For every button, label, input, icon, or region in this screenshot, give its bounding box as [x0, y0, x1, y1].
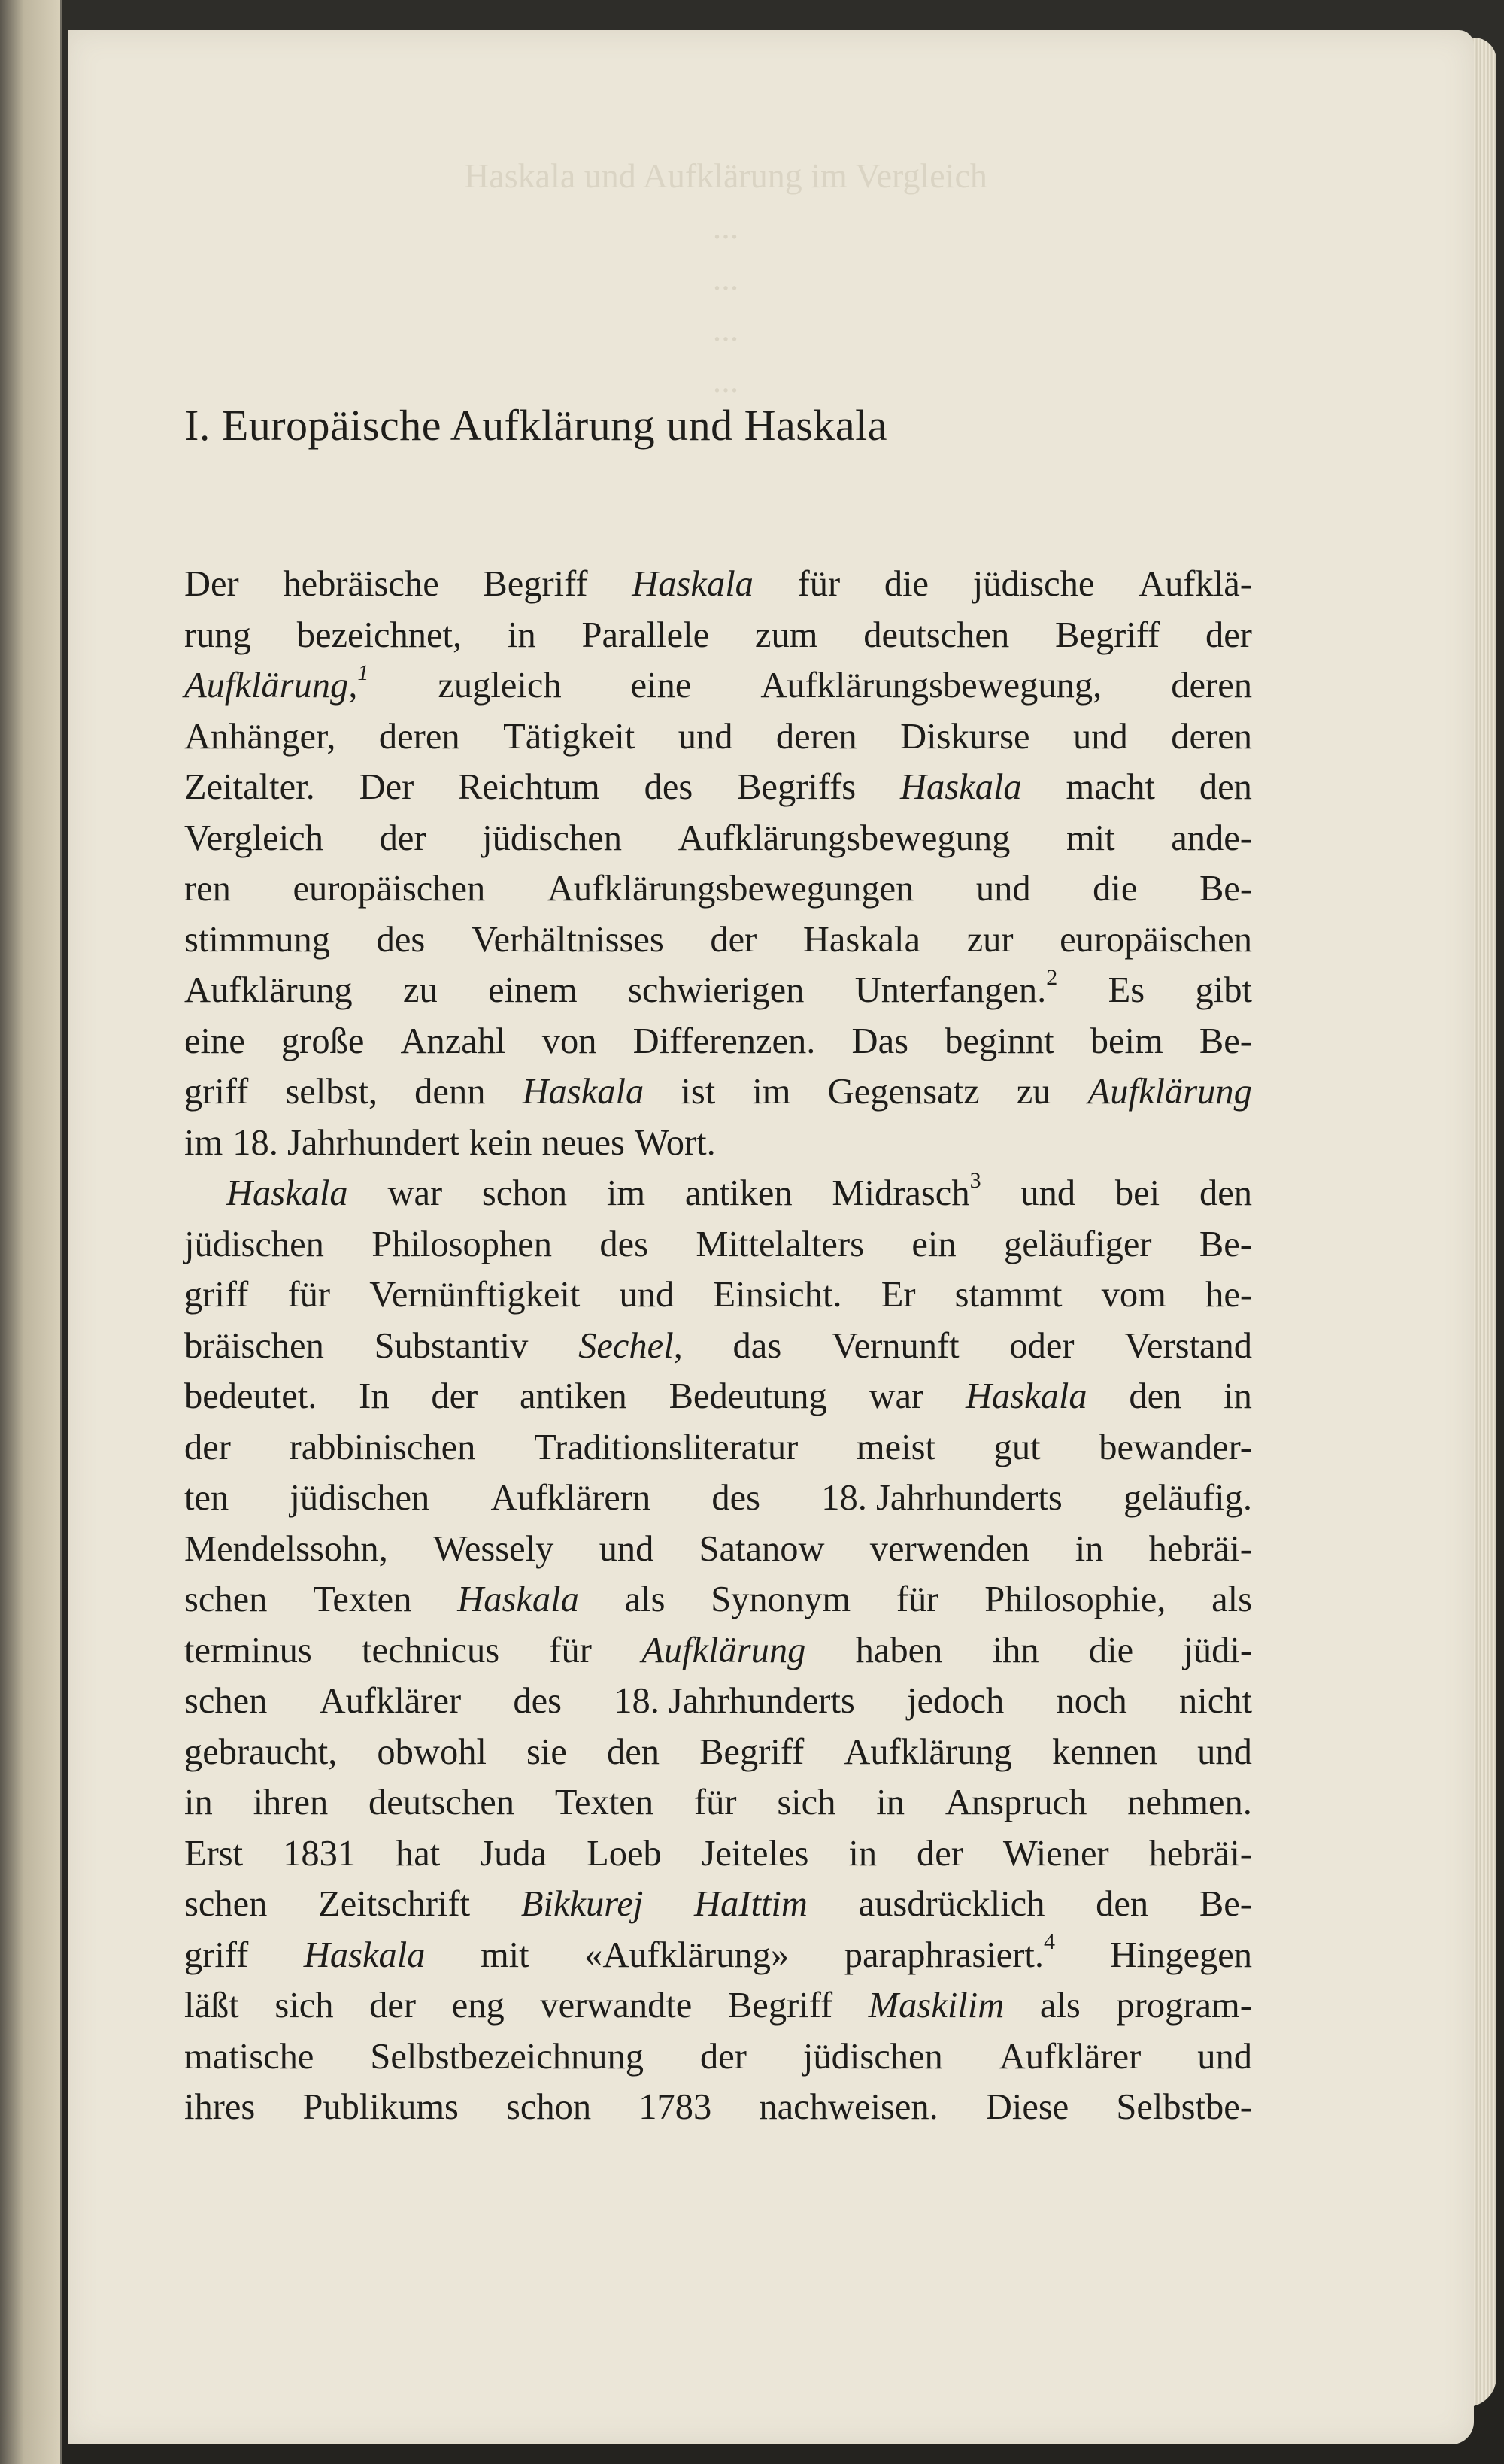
word: die: [1088, 1630, 1134, 1670]
word: war: [387, 1173, 443, 1213]
word: den: [1199, 1173, 1252, 1213]
word: Zeitschrift: [318, 1884, 471, 1924]
word: rabbinischen: [289, 1427, 476, 1467]
word: sich: [777, 1783, 836, 1822]
word: Mendelssohn,: [184, 1528, 388, 1569]
word: Anhänger,: [184, 716, 336, 757]
word: geläufig.: [1123, 1478, 1252, 1518]
word: den: [606, 1731, 660, 1772]
text-line: [184, 1930, 1252, 1981]
word: des: [711, 1478, 761, 1518]
word: Substantiv: [374, 1325, 529, 1366]
word: stammt: [954, 1275, 1063, 1315]
word: im: [752, 1072, 791, 1112]
word: schon: [506, 2087, 592, 2127]
word: mit: [480, 1934, 529, 1975]
chapter-title: I. Europäische Aufklärung und Haskala: [184, 401, 887, 450]
word: program-: [1116, 1986, 1252, 2026]
word: technicus: [361, 1630, 500, 1670]
word: gut: [993, 1427, 1041, 1467]
word: Haskala: [522, 1072, 644, 1112]
word: ten: [184, 1478, 229, 1518]
word: deutschen: [368, 1783, 514, 1822]
word: schen: [184, 1579, 268, 1619]
word: ein: [911, 1224, 957, 1264]
word: Aufklärungsbewegung: [678, 818, 1011, 858]
word: deren: [1171, 716, 1252, 757]
word: matische: [184, 2036, 314, 2077]
word: antiken: [684, 1173, 793, 1213]
text-line: [184, 965, 1252, 1016]
word: Begriff: [483, 564, 588, 604]
word: der: [1205, 614, 1252, 655]
word: den: [1129, 1376, 1182, 1416]
word: sie: [526, 1731, 567, 1772]
word: von: [541, 1021, 597, 1061]
bleed-line: ...: [712, 259, 739, 297]
word: Tätigkeit: [503, 716, 635, 757]
word: und: [619, 1275, 675, 1315]
word: geläufiger: [1003, 1224, 1152, 1264]
word: Aufklärung,$^1$: [184, 660, 369, 706]
word: denn: [414, 1072, 486, 1112]
text-line: [184, 1727, 1252, 1778]
word: Es: [1108, 970, 1145, 1010]
word: sich: [274, 1986, 334, 2026]
word: in: [507, 614, 536, 655]
word: eine: [630, 666, 692, 706]
text-line: [184, 1524, 1252, 1575]
word: des: [513, 1681, 562, 1721]
word: eng: [451, 1986, 505, 2026]
word: einem: [488, 970, 578, 1010]
word: der: [369, 1986, 417, 2026]
word: macht: [1066, 767, 1156, 807]
word: zur: [966, 919, 1014, 960]
word: jüdischen: [184, 1224, 324, 1264]
word: für: [896, 1579, 939, 1619]
word: jüdischen: [482, 818, 622, 858]
word: Vergleich: [184, 818, 323, 858]
word: Der: [359, 767, 414, 807]
text-line: [184, 2082, 1252, 2133]
word: für: [549, 1630, 592, 1670]
footnote-marker[interactable]: 4: [1043, 1929, 1055, 1955]
word: Einsicht.: [713, 1275, 842, 1315]
word: Anzahl: [400, 1021, 506, 1061]
word: in: [184, 1783, 213, 1822]
word: der: [379, 818, 426, 858]
word: obwohl: [377, 1731, 487, 1772]
word: jüdi-: [1183, 1630, 1252, 1670]
word: HaIttim: [694, 1884, 808, 1924]
text-line: [184, 1676, 1252, 1727]
word: läßt: [184, 1986, 239, 2026]
word: Das: [851, 1021, 908, 1061]
word: Begriff: [727, 1986, 833, 2026]
word: Selbstbe-: [1116, 2087, 1252, 2127]
text-line: [184, 1574, 1252, 1625]
previous-page-edge: [0, 0, 62, 2464]
word: Aufklärung: [641, 1630, 806, 1670]
text-line: [184, 2032, 1252, 2083]
word: Haskala: [900, 767, 1022, 807]
word: der: [917, 1833, 963, 1874]
text-line: [184, 1879, 1252, 1930]
body-text: [184, 559, 1252, 2133]
bleed-line: ...: [712, 208, 739, 246]
word: Haskala: [632, 564, 754, 604]
word: des: [376, 919, 426, 960]
word: zugleich: [438, 666, 562, 706]
bleed-line: ...: [712, 361, 739, 399]
word: den: [1199, 767, 1252, 807]
word: bewander-: [1099, 1427, 1252, 1467]
word: schwierigen: [628, 970, 805, 1010]
word: Wessely: [432, 1528, 554, 1569]
word: Diskurse: [900, 716, 1030, 757]
text-line: [184, 762, 1252, 813]
word: Aufklärung: [184, 970, 353, 1010]
word: den: [1096, 1884, 1149, 1924]
word: he-: [1205, 1275, 1252, 1315]
word: des: [599, 1224, 649, 1264]
word: Midrasch$^3$: [832, 1167, 981, 1213]
word: die: [884, 564, 929, 604]
word: neues: [541, 1122, 625, 1163]
word: Haskala: [303, 1934, 426, 1975]
word: Traditionsliteratur: [534, 1427, 799, 1467]
word: Sechel,: [578, 1325, 683, 1366]
word: kein: [468, 1122, 532, 1163]
word: gebraucht,: [184, 1731, 338, 1772]
text-line: [184, 813, 1252, 864]
text-line: [184, 915, 1252, 966]
word: jedoch: [907, 1681, 1005, 1721]
word: 18. Jahrhundert: [232, 1122, 459, 1163]
word: und: [1020, 1173, 1076, 1213]
word: Selbstbezeichnung: [370, 2036, 644, 2077]
text-line: [184, 1625, 1252, 1677]
word: europäischen: [1060, 919, 1252, 960]
word: Diese: [985, 2087, 1069, 2127]
word: und: [1197, 1731, 1252, 1772]
word: Begriff: [1055, 614, 1160, 655]
paragraph: [184, 559, 1252, 1168]
word: schen: [184, 1681, 268, 1721]
word: Aufklärungsbewegung,: [760, 666, 1102, 706]
word: Aufklärung: [1087, 1072, 1252, 1112]
word: in: [1075, 1528, 1104, 1569]
word: Mittelalters: [696, 1224, 864, 1264]
text-line: [184, 1371, 1252, 1422]
word: verwenden: [869, 1528, 1030, 1569]
word: ande-: [1171, 818, 1252, 858]
word: griff: [184, 1072, 249, 1112]
word: in: [1224, 1376, 1252, 1416]
word: Reichtum: [458, 767, 600, 807]
word: «Aufklärung»: [584, 1934, 790, 1975]
word: Hingegen: [1110, 1934, 1252, 1975]
word: große: [280, 1021, 365, 1061]
word: Anspruch: [945, 1783, 1087, 1822]
text-line: [184, 1777, 1252, 1828]
word: noch: [1056, 1681, 1127, 1721]
word: ihren: [253, 1783, 329, 1822]
text-line: [184, 863, 1252, 915]
word: paraphrasiert.$^4$: [844, 1929, 1055, 1975]
word: Be-: [1199, 1224, 1252, 1264]
word: ihres: [184, 2087, 256, 2127]
word: terminus: [184, 1630, 312, 1670]
word: verwandte: [540, 1986, 693, 2026]
word: Vernünftigkeit: [369, 1275, 581, 1315]
word: ausdrücklich: [858, 1884, 1045, 1924]
word: Philosophie,: [984, 1579, 1166, 1619]
word: jüdische: [972, 564, 1095, 604]
word: nachweisen.: [759, 2087, 938, 2127]
word: der: [699, 2036, 747, 2077]
word: ist: [681, 1072, 716, 1112]
word: griff: [184, 1275, 249, 1315]
word: antiken: [520, 1376, 627, 1416]
word: Aufklärung: [844, 1731, 1012, 1772]
text-line: [184, 1118, 1252, 1169]
word: als: [1039, 1986, 1081, 2026]
word: bezeichnet,: [296, 614, 462, 655]
word: stimmung: [184, 919, 331, 960]
word: zu: [1016, 1072, 1051, 1112]
word: jüdischen: [802, 2036, 943, 2077]
word: und: [975, 869, 1031, 909]
word: Aufklä-: [1139, 564, 1252, 604]
text-line: [184, 1980, 1252, 2032]
text-line: [184, 610, 1252, 661]
word: Synonym: [711, 1579, 851, 1619]
word: Philosophen: [371, 1224, 553, 1264]
word: Aufklärern: [490, 1478, 651, 1518]
word: Bedeutung: [669, 1376, 827, 1416]
word: gibt: [1195, 970, 1252, 1010]
word: und: [1073, 716, 1128, 757]
bleed-line: Haskala und Aufklärung im Vergleich: [464, 156, 987, 195]
word: zum: [754, 614, 818, 655]
word: Aufklärer: [999, 2036, 1142, 2077]
word: beim: [1090, 1021, 1163, 1061]
word: In: [359, 1376, 390, 1416]
word: zu: [402, 970, 438, 1010]
word: Maskilim: [868, 1986, 1005, 2026]
word: mit: [1066, 818, 1115, 858]
word: die: [1093, 869, 1138, 909]
word: der: [184, 1427, 231, 1467]
word: selbst,: [285, 1072, 378, 1112]
word: Be-: [1199, 869, 1252, 909]
word: Wort.: [634, 1122, 716, 1163]
word: kennen: [1052, 1731, 1158, 1772]
word: Begriffs: [737, 767, 857, 807]
word: war: [869, 1376, 924, 1416]
text-line: [184, 1016, 1252, 1067]
word: der: [710, 919, 757, 960]
word: deren: [775, 716, 857, 757]
word: Begriff: [699, 1731, 805, 1772]
word: haben: [855, 1630, 943, 1670]
word: hebräi-: [1148, 1833, 1252, 1874]
word: hat: [396, 1833, 441, 1874]
bleed-through-text: [173, 150, 1278, 406]
word: rung: [184, 614, 251, 655]
text-line: [184, 712, 1252, 763]
word: für: [797, 564, 841, 604]
word: Bikkurej: [520, 1884, 644, 1924]
word: Haskala: [457, 1579, 579, 1619]
word: und: [599, 1528, 654, 1569]
text-line: [184, 1422, 1252, 1473]
word: im: [184, 1122, 223, 1163]
word: europäischen: [293, 869, 486, 909]
word: Be-: [1199, 1884, 1252, 1924]
word: Aufklärer: [319, 1681, 462, 1721]
footnote-marker[interactable]: 2: [1046, 964, 1058, 990]
text-line: [184, 1168, 1252, 1219]
word: Differenzen.: [632, 1021, 816, 1061]
word: Haskala: [802, 919, 921, 960]
word: 1831: [283, 1833, 356, 1874]
word: schon: [481, 1173, 568, 1213]
word: vom: [1101, 1275, 1166, 1315]
text-line: [184, 660, 1252, 712]
word: jüdischen: [290, 1478, 430, 1518]
word: des: [644, 767, 693, 807]
word: bei: [1114, 1173, 1160, 1213]
word: Der: [184, 564, 239, 604]
word: nehmen.: [1127, 1783, 1252, 1822]
word: bedeutet.: [184, 1376, 317, 1416]
word: als: [624, 1579, 666, 1619]
word: Aufklärungsbewegungen: [547, 869, 914, 909]
word: und: [1197, 2036, 1252, 2077]
word: hebräi-: [1148, 1528, 1252, 1569]
word: ren: [184, 869, 231, 909]
word: für: [287, 1275, 331, 1315]
word: in: [848, 1833, 878, 1874]
word: griff: [184, 1934, 249, 1975]
word: deren: [378, 716, 460, 757]
word: deren: [1171, 666, 1252, 706]
text-line: [184, 1321, 1252, 1372]
footnote-marker[interactable]: 1: [357, 660, 369, 685]
bleed-line: ...: [712, 310, 739, 348]
word: eine: [184, 1021, 245, 1061]
word: Haskala: [226, 1173, 348, 1213]
word: 18. Jahrhunderts: [821, 1478, 1063, 1518]
word: Jeiteles: [701, 1833, 809, 1874]
word: deutschen: [863, 614, 1010, 655]
word: 1783: [638, 2087, 712, 2127]
text-line: [184, 1067, 1252, 1118]
word: Satanow: [699, 1528, 825, 1569]
word: Loeb: [587, 1833, 662, 1874]
word: Texten: [554, 1783, 654, 1822]
word: Erst: [184, 1833, 244, 1874]
text-line: [184, 1473, 1252, 1524]
word: das: [732, 1325, 782, 1366]
word: Vernunft: [831, 1325, 960, 1366]
word: Er: [881, 1275, 916, 1315]
word: der: [431, 1376, 478, 1416]
word: Zeitalter.: [184, 767, 315, 807]
word: beginnt: [945, 1021, 1054, 1061]
word: als: [1211, 1579, 1252, 1619]
word: bräischen: [184, 1325, 324, 1366]
word: ihn: [992, 1630, 1039, 1670]
word: Texten: [313, 1579, 412, 1619]
word: 18. Jahrhunderts: [614, 1681, 855, 1721]
word: meist: [856, 1427, 935, 1467]
paragraph: [184, 1168, 1252, 2133]
text-line: [184, 559, 1252, 610]
word: oder: [1009, 1325, 1075, 1366]
word: Verhältnisses: [471, 919, 664, 960]
word: Juda: [480, 1833, 547, 1874]
text-line: [184, 1828, 1252, 1880]
footnote-marker[interactable]: 3: [969, 1167, 981, 1193]
word: Verstand: [1124, 1325, 1252, 1366]
word: im: [606, 1173, 646, 1213]
word: Gegensatz: [827, 1072, 980, 1112]
word: für: [693, 1783, 737, 1822]
word: Haskala: [965, 1376, 1087, 1416]
word: nicht: [1178, 1681, 1252, 1721]
word: schen: [184, 1884, 268, 1924]
word: und: [678, 716, 733, 757]
word: Unterfangen.$^2$: [854, 964, 1058, 1010]
text-line: [184, 1219, 1252, 1270]
word: in: [876, 1783, 905, 1822]
word: Be-: [1199, 1021, 1252, 1061]
word: Publikums: [302, 2087, 459, 2127]
word: Wiener: [1002, 1833, 1109, 1874]
word: Parallele: [581, 614, 710, 655]
text-line: [184, 1270, 1252, 1321]
word: hebräische: [283, 564, 439, 604]
